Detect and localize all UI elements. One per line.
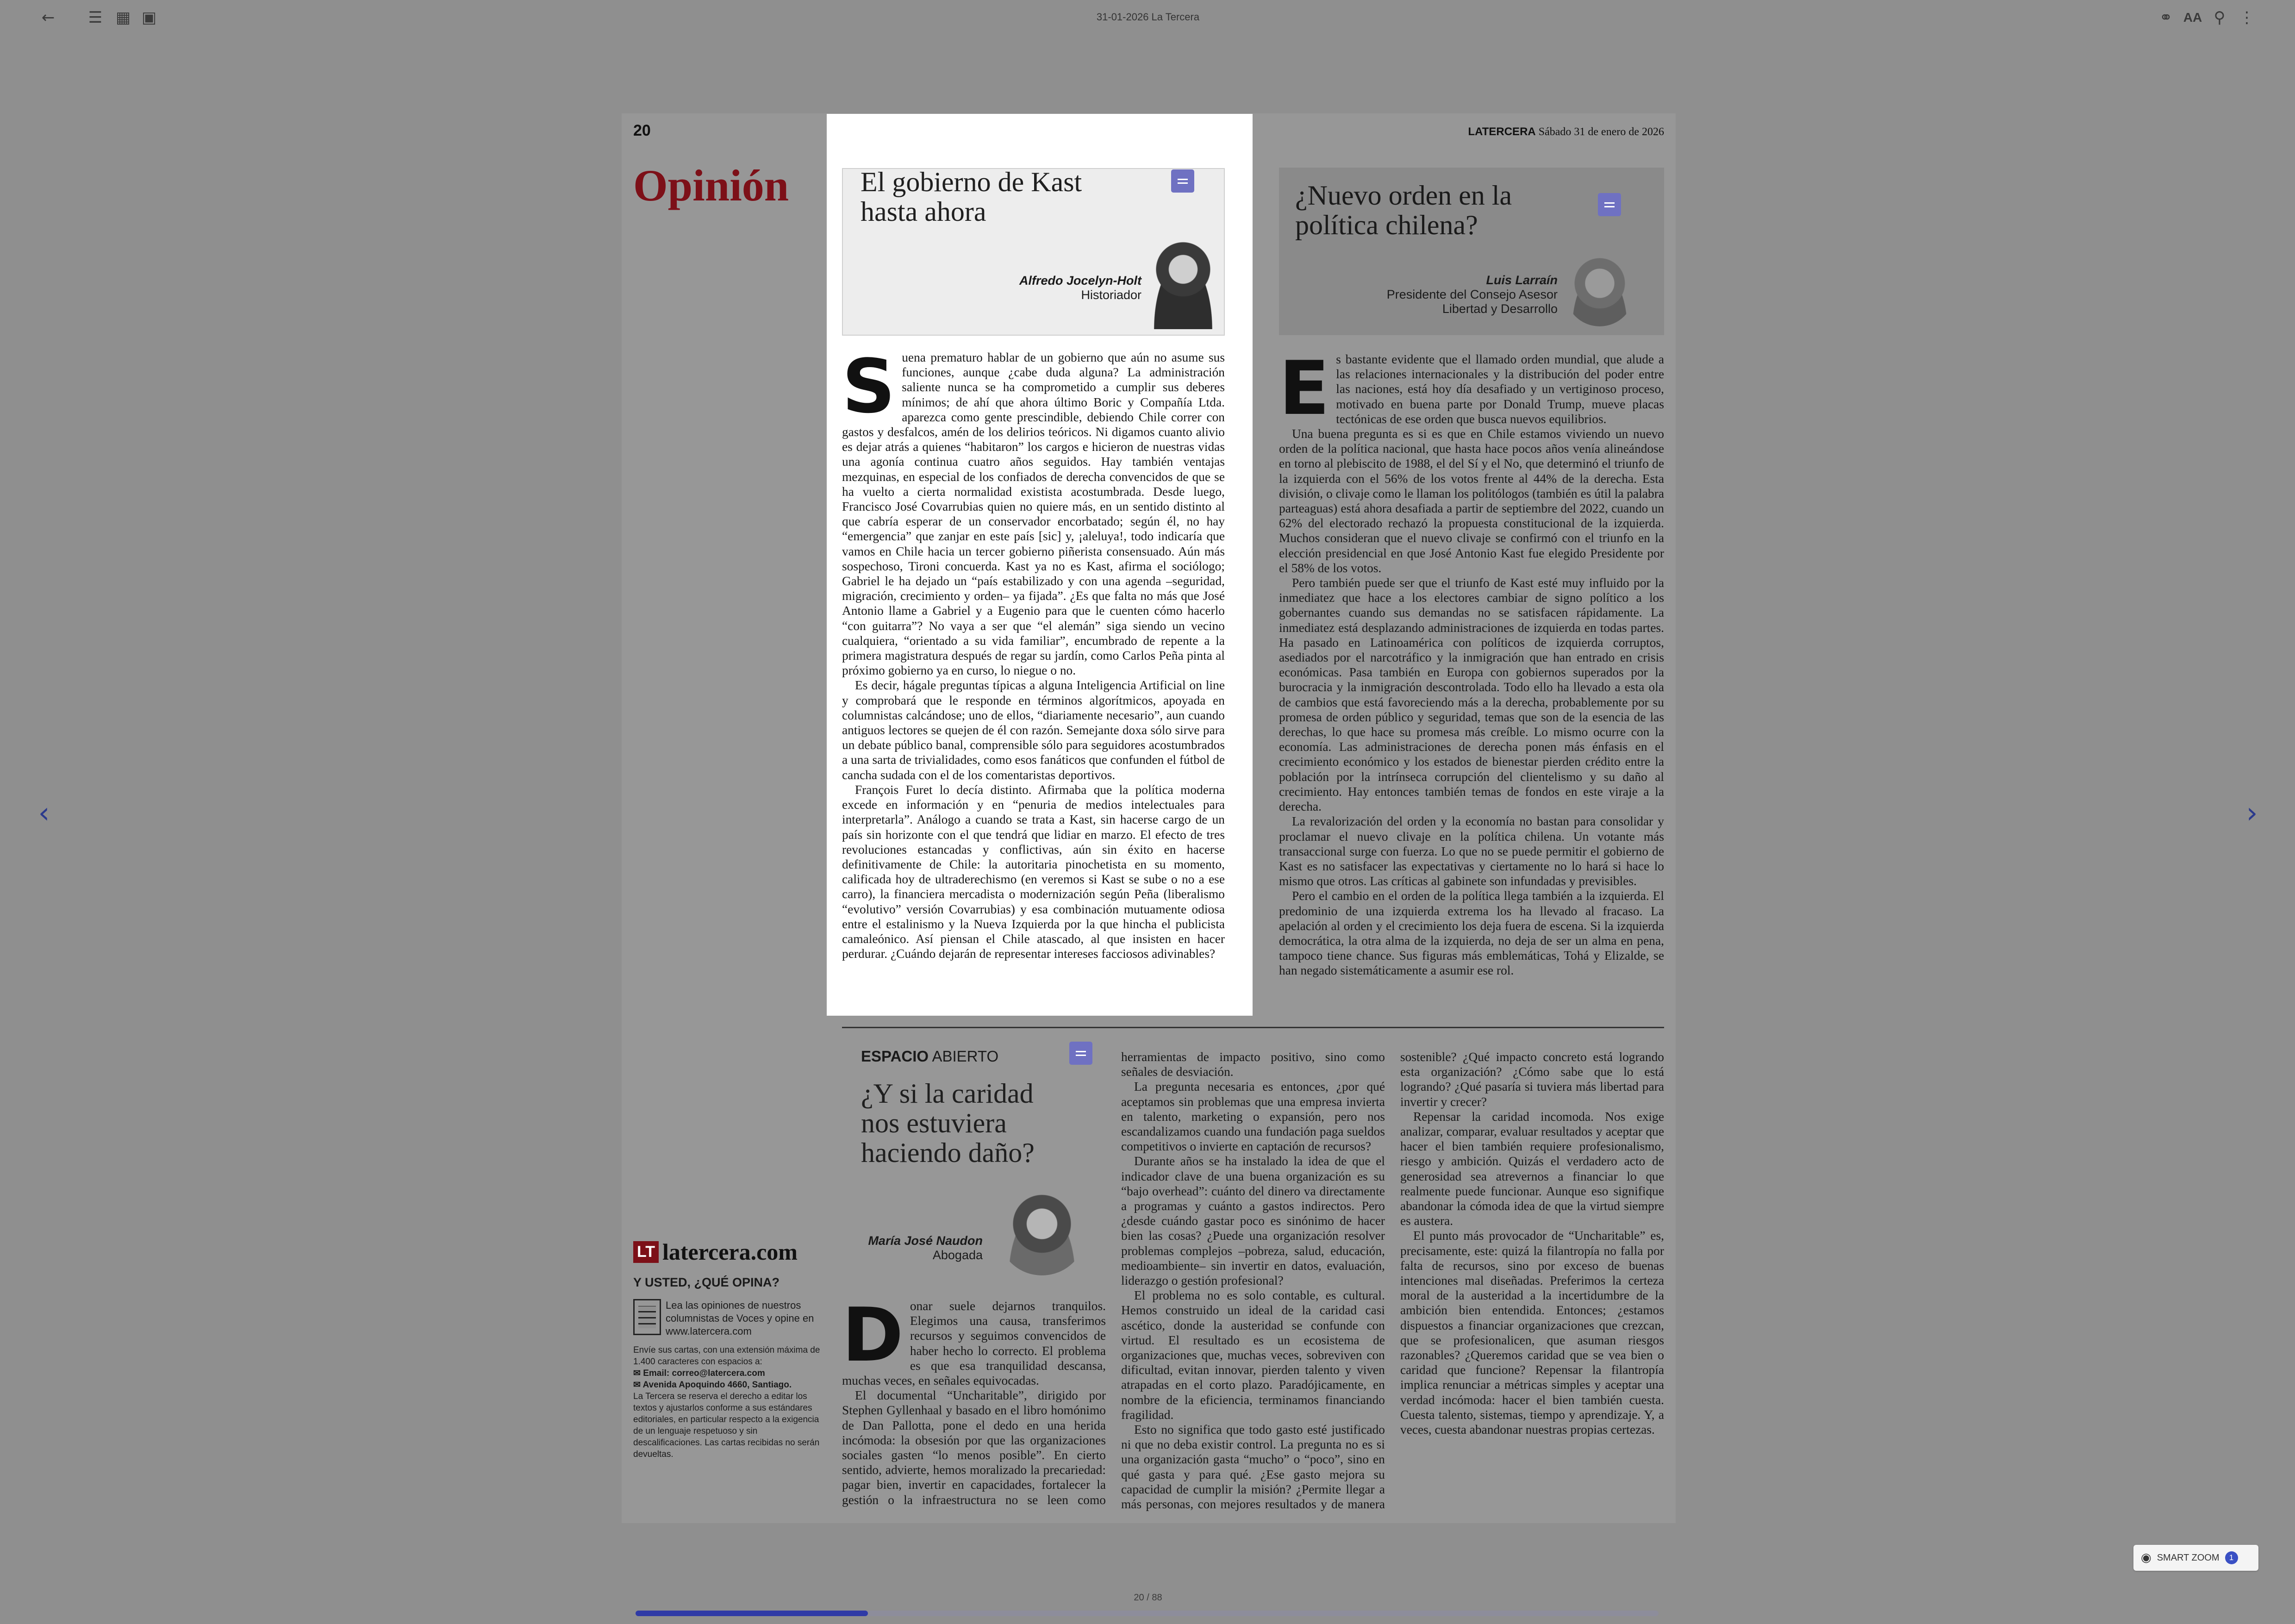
paragraph: El punto más provocador de “Uncharitable” es, precisamente, este: quizá la filantropía no falla por falta de recursos, sino por exceso de buenas intenciones mal diseñadas. Preferimos la certeza moral de la austeridad a la incertidumbre de la ambición bien entendida. Entonces; ¿estamos dispuestos a financiar organizaciones que crezcan, que se profesionalicen, que asuman riesgos razonables? ¿Queremos caridad que se vea bien o caridad que funcione? Repensar la filantropía implica renunciar a métricas simples y aceptar una verdad incómoda: hacer el bien también cuesta. Cuesta talento, sistemas, tiempo y aprendizaje. Y, a veces, cuesta abandonar nuestras propias certezas.: [1400, 1229, 1664, 1437]
smart-zoom-label: SMART ZOOM: [2157, 1552, 2220, 1563]
search-icon[interactable]: ⚲: [2214, 8, 2226, 27]
progress-fill: [636, 1611, 868, 1616]
next-page-arrow-icon[interactable]: ›: [2246, 795, 2258, 830]
eye-icon: ◉: [2141, 1551, 2152, 1565]
author-role: Abogada: [932, 1248, 983, 1262]
smart-zoom-button[interactable]: [2133, 1545, 2258, 1571]
text-size-icon[interactable]: AA: [2183, 10, 2202, 25]
list-icon[interactable]: ☰: [88, 8, 103, 27]
email-text: Email: correo@latercera.com: [643, 1368, 765, 1378]
calendar-icon[interactable]: ▣: [141, 8, 157, 27]
author-role-line: Presidente del Consejo Asesor: [1386, 287, 1558, 301]
smart-zoom-badge: 1: [2225, 1551, 2238, 1564]
article-body: [842, 350, 1225, 1007]
document-icon: [633, 1299, 661, 1335]
logo-mark: LT: [633, 1241, 659, 1263]
paragraph: El documental “Uncharitable”, dirigido por Stephen Gyllenhaal y basado en el libro homónimo de Dan Pallotta, pone el dedo en una herida incómoda: la obsesión por que las organizaciones sociales gasten “lo menos posible”. En cierto sentido, advierte, hemos moralizado la precariedad: pagar bien, invertir en capacidades, fortalecer la gestión o la infraestructura no se leen como herramientas de impacto positivo, sino como señales de desviación.: [842, 1050, 1385, 1507]
article-body: [1279, 352, 1664, 1012]
kicker-rest: ABIERTO: [932, 1048, 999, 1065]
paragraph: Pero el cambio en el orden de la política llega también a la izquierda. El predominio de una izquierda extrema los ha llevado al fracaso. La apelación al orden y el crecimiento los deja fuera de escena. Si la izquierda democrática, la otra alma de la izquierda, no deja de ser un alma en pena, tampoco tiene chance. Sus figuras más emblemáticas, Tohá y Elizalde, se han negado sistemáticamente a asumir ese rol.: [1279, 889, 1664, 978]
mail-icon: ✉: [633, 1368, 643, 1378]
paragraph: François Furet lo decía distinto. Afirmaba que la política moderna excede en información y en “penuria de medios intelectuales para interpretarla”. Análogo a cuando se trata a Kast, sin hacerse cargo de un país sin horizonte con el que tendrá que lidiar en marzo. El efecto de tres revoluciones estancadas y conflictivas, aún sin éxito en hacerse definitivamente de Chile: la autoritaria pinochetista en su momento, calificada hoy de ultraderechismo (en veremos si Kast se sube o no a ese carro), la financiera mercadista o modernización según Peña (liberalismo “evolutivo” versión Covarrubias) y esa combinación mutuamente odiosa entre el estalinismo y la Nueva Izquierda por la que hincha el publicista camaleónico. Así piensan el Chile atascado, al que insisten en hacer perdurar. ¿Cuándo dejarán de representar intereses facciosos adivinables?: [842, 782, 1225, 961]
sidebar-lead: Lea las opiniones de nuestros columnistas de Voces y opine en www.latercera.com: [666, 1299, 814, 1337]
logo-text: latercera.com: [662, 1239, 798, 1265]
drop-cap: D: [842, 1292, 904, 1378]
back-arrow-icon[interactable]: ←: [41, 8, 55, 27]
article-notes-icon[interactable]: [1171, 169, 1194, 193]
section-title: Opinión: [633, 161, 789, 210]
author-name: Alfredo Jocelyn-Holt: [1019, 274, 1141, 287]
author-role-line: Libertad y Desarrollo: [1442, 302, 1558, 316]
issue-date: Sábado 31 de enero de 2026: [1538, 126, 1664, 138]
letters-email: [633, 1368, 828, 1379]
author-portrait: [1565, 257, 1634, 326]
brand-name: LATERCERA: [1468, 125, 1536, 138]
paragraph: Repensar la caridad incomoda. Nos exige analizar, comparar, evaluar resultados y aceptar que hacer el bien también requiere profesionalismo, riesgo y ambición. Quizás el verdadero acto de generosidad sea atrevernos a financiar lo que realmente puede funcionar. Aunque eso signifique abandonar la cómoda idea de que la virtud siempre es austera.: [1400, 1109, 1664, 1228]
focused-article-panel[interactable]: [827, 114, 1253, 1016]
letters-info: Envíe sus cartas, con una extensión máxima de 1.400 caracteres con espacios a:: [633, 1345, 820, 1367]
section-divider: [842, 1027, 1664, 1028]
author-role: Historiador: [1081, 288, 1141, 302]
reading-progress-bar[interactable]: [636, 1611, 1659, 1616]
paragraph: uena prematuro hablar de un gobierno que aún no asume sus funciones, aunque ¿cabe duda alguna? La administración saliente nunca se ha comprometido a cumplir sus deberes mínimos; de ahí que ahora último Boric y Compañía Ltda. aparezca como gente prescindible, debiendo Chile correr con gastos y desfalcos, amén de los delirios teóricos. Ni digamos cuanto alivio es dejar atrás a quienes “habitaron” los cargos e hicieron de nuestras vidas una agonía continua cuatro años seguidos. Hay también ventajas mezquinas, en especial de los confiados de derecha convencidos de que se ha vuelto a cierta normalidad existista acostumbrada. Desde luego, Francisco José Covarrubias quien no quiere más, en un sentido distinto al que cabría esperar de un conservador encorbatado; según él, no hay “emergencia” que zanjar en este país [sic] y, ¡aleluya!, todo indicaría que vamos en Chile hacia un tercer gobierno piñerista consensuado. Aún más sospechoso, Tironi concuerda. Kast ya no es Kast, afirma el sociólogo; Gabriel le ha dejado un “país estabilizado y con una agenda –seguridad, migración, crecimiento y orden– ya fijada”. ¿Es que falta no más que José Antonio llame a Gabriel y a Eugenio para que le cuenten cómo hacerlo “con guitarra”? No vaya a ser que “el alemán” siga siendo un vecino cualquiera, “orientado a su vida familiar”, encumbrado de repente a la primera magistratura después de regar su jardín, como Carlos Peña pinta al próximo gobierno ya en curso, lo niegue o no.: [842, 350, 1225, 678]
drop-cap: E: [1279, 352, 1330, 431]
letters-disclaimer: La Tercera se reserva el derecho a editar los textos y ajustarlos conforme a sus estándares editoriales, en particular respecto a la exigencia de un lenguaje respetuoso y sin descalificaciones. Las cartas recibidas no serán devueltas.: [633, 1392, 820, 1459]
kicker-bold: ESPACIO: [861, 1048, 929, 1065]
top-toolbar: [0, 0, 2295, 37]
paragraph: Pero también puede ser que el triunfo de Kast esté muy influido por la inmediatez que hace a los electores cambiar de signo político a los gobernantes cuando sus demandas no se satisfacen rápidamente. La inmediatez está desplazando administraciones de izquierda en todas partes. Ha pasado en Latinoamérica con políticos de izquierda corruptos, asediados por el narcotráfico y la inmigración que han entrado en crisis económicas. Pasa también en Europa con gobiernos superados por la burocracia y la inmigración descontrolada. Todo ello ha llevado a esta ola de cambios que está favoreciendo más a la derecha, probablemente por su promesa de orden público y seguridad, temas que son de la esencia de las derechas, lo que hace su promesa más creíble. Lo mismo ocurre con la economía. Las administraciones de derecha ponen más énfasis en el crecimiento económico y los estados de bienestar pierden crédito entre la población por la intrínseca corrupción del clientelismo y su daño al crecimiento. Hay entonces también temas de fondos en este viraje a la derecha.: [1279, 576, 1664, 814]
sidebar-lead-row: [633, 1299, 828, 1338]
article-notes-icon[interactable]: [1598, 193, 1621, 216]
article-title: El gobierno de Kast hasta ahora: [861, 167, 1082, 227]
paragraph: onar suele dejarnos tranquilos. Elegimos una causa, transferimos recursos y seguimos convencidos de haber hecho lo correcto. El problema es que esa tranquilidad descansa, muchas veces, en señales equivocadas.: [842, 1299, 1106, 1388]
paragraph: La pregunta necesaria es entonces, ¿por qué aceptamos sin problemas que una empresa invierta en talento, marketing o expansión, pero nos escandalizamos cuando una fundación paga sueldos competitivos o invierte en captación de recursos?: [1121, 1080, 1385, 1154]
paragraph: La revalorización del orden y la economía no bastan para consolidar y proclamar el nuevo clivaje en la política chilena. Un votante más transaccional surge con fuerza. Lo que no se puede permitir el gobierno de Kast es no satisfacer las expectativas y ciertamente no lo hará si hace lo mismo que otros. Las críticas al gabinete son infundadas y previsibles.: [1279, 814, 1664, 888]
more-vertical-icon[interactable]: ⋮: [2239, 8, 2255, 27]
previous-page-arrow-icon[interactable]: ‹: [38, 795, 50, 830]
paragraph: Es decir, hágale preguntas típicas a alguna Inteligencia Artificial on line y comprobará que le responde en términos algorítmicos, apoyada en columnistas calcándose; uno de ellos, “diariamente necesario”, aun cuando antiguos lectores se quejen de él con razón. Semejante doxa sólo sirve para un debate público banal, comprensible sólo para seguidores acostumbrados a una sarta de trivialidades, como esos fanáticos que confunden el fútbol de cancha sudada con el de los comentaristas deportivos.: [842, 678, 1225, 782]
sidebar-heading: Y USTED, ¿QUÉ OPINA?: [633, 1275, 780, 1289]
author-name: María José Naudon: [868, 1234, 983, 1248]
paragraph: El problema no es solo contable, es cultural. Hemos construido un ideal de la caridad casi ascético, donde la austeridad se confunde con virtud. El resultado es un ecosistema de organizaciones que, muchas veces, sobreviven con dificultad, evitan innovar, pierden talento y viven atrapadas en el corto plazo. Paradójicamente, en nombre de la eficiencia, terminamos financiando fragilidad.: [1121, 1288, 1385, 1422]
paragraph: s bastante evidente que el llamado orden mundial, que alude a las relaciones internacionales y la distribución del poder entre las naciones, está hoy día desafiado y un vertiginoso proceso, motivado en buena parte por Donald Trump, mueve placas tectónicas de ese orden que busca nuevos equilibrios.: [1336, 352, 1664, 426]
paragraph: Una buena pregunta es si es que en Chile estamos viviendo un nuevo orden de la política nacional, que hasta hace pocos años venía alineándose en torno al plebiscito de 1988, el del Sí y el No, que determinó el triunfo de la izquierda con el 56% de los votos frente al 44% de la derecha. Esta división, o clivaje como le llaman los politólogos (también es útil la palabra parteaguas) está ahora desafiada a partir de septiembre del 2022, cuando un 62% del electorado rechazó la propuesta constitucional de la izquierda. Muchos consideran que el nuevo clivaje se confirmó con el triunfo en la elección presidencial en que José Antonio Kast fue elegido Presidente por el 58% de los votos.: [1279, 427, 1664, 575]
author-portrait: [1146, 241, 1220, 329]
site-logo: [633, 1238, 828, 1265]
drop-cap: S: [842, 350, 896, 430]
headphones-icon[interactable]: ⚭: [2159, 8, 2173, 27]
letters-address: [633, 1379, 828, 1391]
author-byline: [938, 274, 1141, 302]
reader-opinion-sidebar: [633, 1238, 828, 1460]
article-body: [842, 1049, 1664, 1512]
page-counter: 20 / 88: [1134, 1593, 1162, 1603]
column-spacer: [842, 1049, 1106, 1299]
author-name: Luis Larraín: [1486, 273, 1558, 287]
article-title: ¿Y si la caridad nos estuviera haciendo daño?: [861, 1078, 1035, 1168]
address-text: Avenida Apoquindo 4660, Santiago.: [642, 1380, 792, 1390]
author-byline: [1316, 273, 1558, 316]
edition-title: 31-01-2026 La Tercera: [1096, 11, 1200, 23]
paragraph: Esto no significa que todo gasto esté justificado ni que no deba existir control. La pregunta no es si una organización gasta “mucho” o “poco”, sino en qué gasta y para qué. ¿Ese gasto mejora su capacidad de cumplir la misión? ¿Permite llegar a más personas, con mejores resultados y de manera sostenible? ¿Qué impacto concreto está logrando esta organización? ¿Cómo sabe que lo está logrando? ¿Qué pasaría si tuviera más libertad para invertir y crecer?: [1121, 1050, 1664, 1512]
page-header-date: [1468, 125, 1664, 138]
envelope-icon: ✉: [633, 1380, 643, 1390]
paragraph: Durante años se ha instalado la idea de que el indicador clave de una buena organización es su “bajo overhead”: cuánto del dinero va directamente a programas y cuánto a gastos indirectos. Pero ¿desde cuándo gastar poco es sinónimo de hacer bien las cosas? ¿Puede una organización resolver problemas complejos –pobreza, salud, educación, medioambiente– sin invertir en datos, evaluación, liderazgo o gestión profesional?: [1121, 1154, 1385, 1288]
article-title: ¿Nuevo orden en la política chilena?: [1295, 180, 1512, 240]
page-number: 20: [633, 122, 651, 139]
grid-icon[interactable]: ▦: [115, 8, 131, 27]
